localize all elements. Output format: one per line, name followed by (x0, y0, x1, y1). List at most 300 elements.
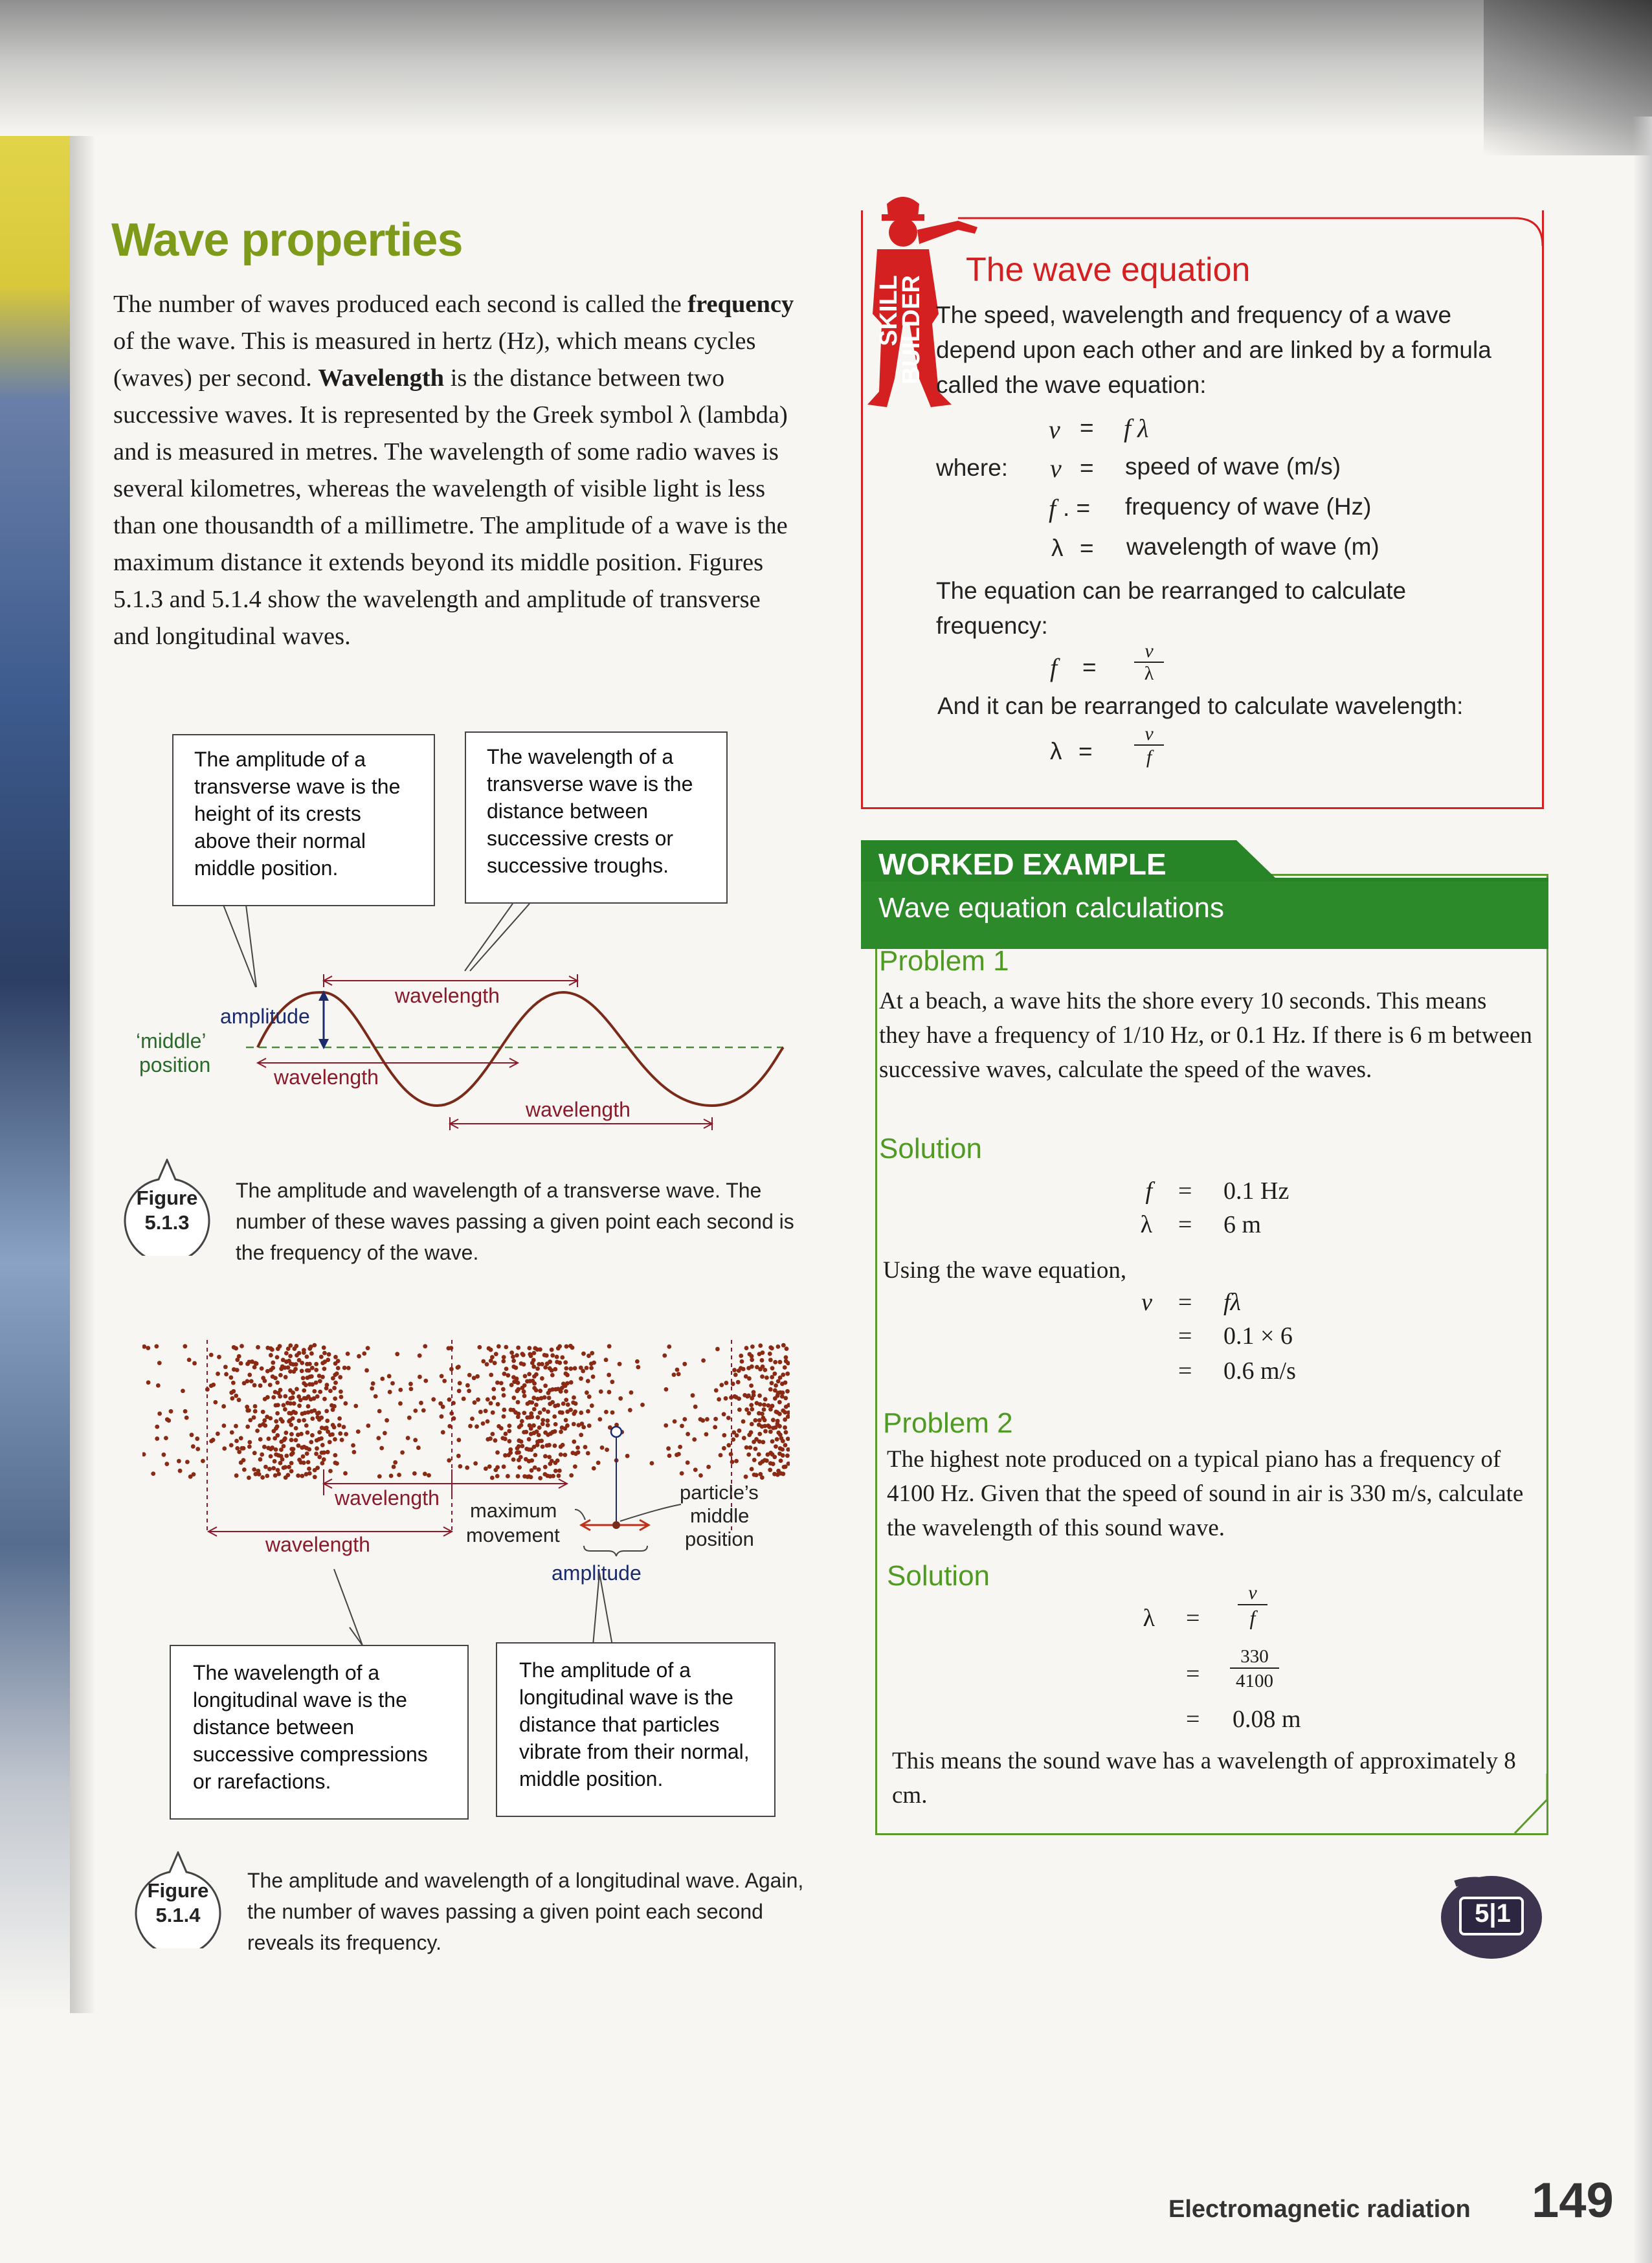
particle-dot (531, 1365, 536, 1369)
particle-dot (366, 1423, 370, 1428)
particle-dot (762, 1403, 766, 1407)
s1-lambda-equals: = (1178, 1211, 1192, 1238)
callout-tail-right (465, 904, 513, 971)
solution-2-title: Solution (887, 1560, 990, 1592)
particle-dot (757, 1394, 762, 1398)
page-top-shadow (0, 0, 1652, 136)
particle-dot (293, 1367, 298, 1372)
particle-dot (742, 1436, 746, 1440)
particle-dot (771, 1418, 776, 1422)
particle-dot (717, 1397, 721, 1401)
particle-dot (773, 1360, 777, 1365)
particle-dot (346, 1352, 350, 1356)
particle-dot (319, 1416, 324, 1420)
particle-dot (732, 1368, 737, 1372)
particle-dot (530, 1415, 534, 1420)
badge-number: 5.1.4 (155, 1904, 201, 1926)
particle-dot (364, 1368, 369, 1373)
particle-dot (605, 1447, 609, 1452)
particle-dot (294, 1362, 298, 1366)
particle-dot (245, 1425, 250, 1429)
particle-dot (442, 1379, 447, 1383)
particle-dot (767, 1425, 772, 1429)
particle-dot (508, 1451, 513, 1455)
particle-dot (535, 1366, 540, 1371)
particle-dot (509, 1350, 514, 1355)
intro-text-1: The number of waves produced each second is called the (113, 291, 688, 318)
label-middle-2: position (139, 1053, 211, 1076)
particle-dot (555, 1355, 559, 1359)
rearrange-frequency-text: The equation can be rearranged to calculate frequency: (936, 577, 1407, 639)
particle-dot (181, 1388, 185, 1393)
particle-dot (473, 1461, 478, 1466)
particle-dot (234, 1439, 239, 1444)
particle-dot (154, 1344, 159, 1348)
particle-dot (291, 1390, 295, 1395)
particle-dot (255, 1429, 260, 1433)
particle-dot (284, 1351, 289, 1355)
particle-dot (752, 1393, 756, 1398)
particle-dot (230, 1396, 234, 1401)
skill-box-top-border (958, 210, 1544, 249)
def-f-symbol: f (1049, 494, 1056, 523)
particle-dot (590, 1351, 594, 1355)
particle-dot (574, 1401, 578, 1406)
particle-dot (736, 1380, 741, 1385)
particle-dot (190, 1432, 194, 1437)
s2-den-2: 4100 (1236, 1671, 1273, 1691)
particle-dot (553, 1429, 557, 1434)
particle-dot (183, 1409, 188, 1414)
particle-dot (317, 1455, 322, 1459)
particle-dot (275, 1380, 280, 1385)
s1-v: v (1141, 1289, 1152, 1316)
particle-dot (600, 1445, 605, 1450)
particle-dot (540, 1376, 544, 1381)
def-v-symbol: v (1050, 454, 1062, 483)
particle-dot (686, 1460, 690, 1465)
s1-f: f (1145, 1177, 1152, 1205)
callout-transverse-amplitude (172, 734, 435, 906)
particle-dot (733, 1372, 738, 1377)
particle-dot (230, 1431, 234, 1435)
particle-dot (766, 1403, 770, 1408)
footer-chapter-title: Electromagnetic radiation (1168, 2196, 1471, 2223)
particle-dot (507, 1439, 511, 1444)
particle-dot (737, 1396, 741, 1401)
particle-dot (192, 1361, 197, 1366)
particle-dot (283, 1465, 287, 1469)
particle-dot (534, 1403, 539, 1407)
particle-dot (318, 1390, 322, 1394)
particle-dot (534, 1372, 539, 1377)
term-wavelength: Wavelength (318, 364, 445, 392)
badge-label: Figure (147, 1879, 209, 1902)
particle-dot (761, 1440, 765, 1444)
particle-dot (247, 1373, 252, 1377)
particle-dot (713, 1417, 718, 1421)
intro-text-2: of the wave. This is measured in hertz (Hz), which means cycles (waves) per second. (113, 328, 756, 392)
particle-dot (499, 1426, 504, 1431)
particle-dot (553, 1444, 557, 1448)
particle-dot (763, 1397, 768, 1401)
particle-dot (750, 1422, 754, 1427)
particle-dot (519, 1455, 523, 1460)
particle-dot (501, 1359, 506, 1363)
particle-dot (555, 1458, 560, 1463)
particle-dot (770, 1346, 774, 1351)
particle-dot (231, 1389, 236, 1394)
particle-dot (322, 1351, 327, 1355)
particle-dot (553, 1422, 558, 1427)
particle-dot (589, 1366, 594, 1370)
particle-dot (155, 1436, 159, 1441)
particle-dot (234, 1424, 238, 1429)
particle-dot (258, 1437, 263, 1442)
particle-dot (546, 1423, 550, 1427)
particle-dot (662, 1354, 667, 1358)
particle-dot (499, 1381, 504, 1385)
l-denominator: f (1146, 746, 1152, 768)
particle-dot (398, 1388, 403, 1392)
particle-dot (666, 1446, 671, 1451)
particle-dot (775, 1437, 779, 1442)
page-number: 149 (1532, 2173, 1614, 2228)
particle-dot (256, 1345, 260, 1350)
particle-dot (596, 1460, 601, 1465)
particle-dot (271, 1395, 276, 1399)
particle-dot (413, 1438, 418, 1442)
particle-dot (481, 1421, 486, 1426)
particle-dot (456, 1454, 461, 1458)
s2-den-1: f (1249, 1606, 1256, 1629)
particle-dot (541, 1418, 545, 1422)
particle-dot (302, 1460, 306, 1465)
particle-dot (407, 1416, 412, 1420)
particle-dot (195, 1447, 200, 1451)
particle-dot (252, 1415, 256, 1420)
particle-dot (722, 1446, 726, 1451)
particle-dot (542, 1407, 546, 1412)
particle-dot (557, 1361, 562, 1365)
particle-dot (777, 1412, 782, 1416)
particle-dot (302, 1388, 306, 1393)
particle-dot (676, 1372, 681, 1376)
particle-dot (335, 1372, 339, 1376)
particle-dot (502, 1414, 506, 1419)
particle-dot (304, 1423, 309, 1428)
particle-dot (489, 1373, 493, 1377)
particle-dot (431, 1397, 436, 1401)
particle-dot (547, 1396, 552, 1400)
particle-dot (440, 1414, 444, 1419)
particle-dot (322, 1366, 326, 1371)
particle-dot (749, 1430, 753, 1434)
particle-dot (777, 1400, 782, 1405)
particle-dot (324, 1425, 329, 1430)
particle-dot (572, 1396, 576, 1400)
particle-dot (473, 1400, 477, 1405)
label-long-wavelength-top: wavelength (335, 1486, 440, 1510)
particle-dot (565, 1423, 570, 1428)
particle-dot (295, 1387, 299, 1392)
particle-dot (676, 1452, 681, 1456)
particle-dot (297, 1403, 302, 1408)
particle-dot (531, 1396, 536, 1400)
particle-dot (586, 1451, 590, 1456)
particle-dot (747, 1411, 752, 1416)
label-max-1: maximum (470, 1499, 557, 1522)
particle-dot (304, 1383, 308, 1387)
callout-longitudinal-amplitude (496, 1642, 776, 1817)
particle-dot (320, 1375, 325, 1379)
particle-dot (781, 1390, 785, 1395)
particle-dot (449, 1367, 454, 1372)
particle-dot (339, 1395, 344, 1399)
particle-dot (441, 1430, 445, 1434)
particle-dot (564, 1389, 568, 1394)
particle-dot (222, 1423, 227, 1428)
particle-dot (177, 1459, 181, 1464)
particle-dot (537, 1425, 542, 1430)
callout-text: The amplitude of a transverse wave is the height of its crests above their normal middle position. (194, 748, 401, 880)
particle-dot (322, 1397, 327, 1401)
callout-transverse-wavelength (465, 731, 728, 904)
conclusion-text: This means the sound wave has a wavelength of approximately 8 cm. (892, 1748, 1516, 1809)
l-numerator: v (1134, 724, 1164, 746)
particle-dot (521, 1353, 526, 1357)
particle-dot (560, 1355, 564, 1360)
particle-dot (322, 1346, 326, 1350)
particle-dot (569, 1380, 574, 1385)
particle-dot (504, 1432, 508, 1436)
particle-dot (735, 1433, 739, 1438)
particle-dot (559, 1430, 563, 1434)
particle-dot (760, 1412, 765, 1416)
particle-dot (502, 1355, 506, 1359)
particle-dot (781, 1439, 785, 1444)
particle-dot (522, 1362, 526, 1366)
skill-title: The wave equation (966, 251, 1251, 289)
label-wavelength-top: wavelength (395, 984, 500, 1007)
particle-dot (750, 1365, 754, 1369)
particle-dot (604, 1410, 608, 1414)
particle-dot (568, 1408, 573, 1412)
particle-dot (777, 1424, 782, 1429)
eq-rhs: f λ (1124, 414, 1149, 443)
particle-dot (274, 1419, 278, 1423)
particle-dot (263, 1465, 268, 1469)
callout-text: The amplitude of a longitudinal wave is the distance that particles vibrate from their normal, middle position. (519, 1658, 750, 1790)
def-f-text: frequency of wave (Hz) (1125, 493, 1372, 520)
particle-dot (548, 1359, 552, 1364)
particle-dot (306, 1404, 311, 1409)
particle-dot (166, 1418, 171, 1423)
particle-dot (306, 1460, 311, 1464)
particle-dot (768, 1387, 773, 1392)
particle-dot (752, 1458, 757, 1462)
particle-dot (772, 1455, 777, 1459)
particle-dot (265, 1395, 270, 1399)
particle-dot (342, 1366, 347, 1370)
f-numerator: v (1134, 641, 1164, 663)
particle-dot (289, 1423, 293, 1427)
particle-dot (467, 1388, 471, 1393)
particle-dot (261, 1410, 265, 1414)
particle-dot (398, 1401, 403, 1406)
section-number: 5|1 (1475, 1899, 1511, 1928)
particle-dot (332, 1425, 337, 1429)
particle-dot (527, 1437, 531, 1442)
particle-dot (667, 1453, 672, 1458)
particle-dot (300, 1361, 304, 1365)
s1-lambda: λ (1140, 1211, 1152, 1238)
particle-dot (400, 1450, 405, 1455)
particle-dot (552, 1414, 557, 1419)
particle-dot (282, 1403, 286, 1407)
particle-dot (474, 1424, 479, 1429)
s1-v-equals: = (1178, 1289, 1192, 1316)
particle-dot (333, 1437, 337, 1442)
particle-dot (722, 1412, 726, 1416)
particle-dot (315, 1446, 319, 1451)
label-particle-1: particle’s (680, 1481, 759, 1504)
particle-dot (757, 1432, 762, 1436)
particle-dot (496, 1402, 500, 1407)
particle-dot (783, 1443, 788, 1447)
particle-dot (241, 1446, 246, 1451)
particle-dot (380, 1377, 385, 1381)
particle-dot (772, 1372, 777, 1376)
particle-dot (563, 1360, 568, 1365)
particle-dot (749, 1383, 753, 1388)
particle-dot (156, 1383, 161, 1388)
particle-dot (475, 1374, 480, 1379)
particle-dot (269, 1353, 273, 1357)
particle-dot (491, 1387, 496, 1392)
particle-dot (747, 1376, 752, 1381)
particle-dot (169, 1409, 173, 1414)
particle-dot (229, 1376, 233, 1380)
particle-dot (324, 1409, 329, 1414)
particle-dot (786, 1436, 790, 1441)
particle-dot (458, 1464, 463, 1469)
particle-dot (737, 1407, 742, 1412)
particle-dot (636, 1365, 640, 1370)
particle-dot (522, 1394, 527, 1398)
figure-caption-5-1-3: The amplitude and wavelength of a transverse wave. The number of these waves passing a given point each second is the frequency of the wave. (236, 1179, 794, 1264)
particle-dot (337, 1423, 342, 1427)
particle-dot (511, 1359, 516, 1363)
s2-num-2: 330 (1230, 1645, 1279, 1669)
particle-dot (780, 1447, 785, 1452)
particle-dot (284, 1375, 288, 1379)
particle-dot (307, 1362, 312, 1366)
particle-dot (312, 1389, 317, 1394)
particle-dot (356, 1429, 361, 1434)
particle-dot (301, 1455, 306, 1459)
particle-dot (333, 1396, 337, 1401)
particle-dot (275, 1424, 280, 1429)
particle-dot (783, 1381, 788, 1385)
particle-dot (324, 1386, 329, 1390)
particle-dot (296, 1444, 301, 1448)
particle-dot (585, 1390, 589, 1395)
def-lambda-equals: = (1080, 535, 1094, 561)
particle-dot (195, 1436, 199, 1441)
particle-dot (187, 1357, 192, 1362)
particle-dot (511, 1355, 515, 1359)
particle-dot (457, 1388, 462, 1393)
particle-dot (287, 1465, 291, 1469)
particle-dot (758, 1402, 763, 1407)
particle-dot (314, 1452, 318, 1456)
particle-dot (557, 1344, 562, 1348)
worked-box-corner (1495, 1774, 1554, 1838)
particle-dot (489, 1401, 493, 1405)
particle-dot (263, 1379, 267, 1383)
particle-dot (758, 1343, 763, 1348)
particle-dot (239, 1436, 243, 1440)
particle-dot (760, 1374, 765, 1379)
particle-dot (456, 1365, 461, 1369)
particle-dot (542, 1395, 547, 1399)
l-formula-lhs: λ (1050, 738, 1062, 764)
label-max-2: movement (466, 1524, 560, 1546)
particle-dot (252, 1383, 257, 1388)
particle-dot (770, 1366, 775, 1370)
particle-dot (301, 1376, 306, 1381)
particle-dot (781, 1343, 786, 1348)
particle-dot (234, 1394, 238, 1398)
particle-dot (467, 1373, 472, 1377)
particle-dot (778, 1360, 783, 1365)
particle-dot (146, 1346, 150, 1350)
particle-dot (693, 1405, 698, 1409)
particle-dot (294, 1344, 298, 1348)
particle-dot (504, 1345, 508, 1350)
particle-dot (607, 1390, 612, 1394)
particle-dot (283, 1436, 287, 1441)
particle-dot (724, 1396, 728, 1401)
particle-dot (339, 1389, 343, 1394)
particle-dot (544, 1354, 549, 1358)
callout-text: The wavelength of a longitudinal wave is the distance between successive compressions or rarefactions. (193, 1661, 428, 1793)
particle-dot (362, 1352, 366, 1356)
particle-dot (322, 1457, 326, 1462)
particle-dot (337, 1416, 342, 1421)
particle-dot (550, 1373, 555, 1377)
particle-dot (522, 1383, 527, 1388)
particle-dot (700, 1418, 705, 1423)
problem-2-text: The highest note produced on a typical piano has a frequency of 4100 Hz. Given that the speed of sound in air is 330 m/s, calculate the wavelength of this sound wave. (887, 1446, 1524, 1541)
particle-dot (333, 1355, 338, 1359)
intro-text-3: is the distance between two successive waves. It is represented by the Greek symbol λ (lambda) and is measured in metres. The wavelength of some radio waves is several kilometres, whereas the wavelength of visible light is less than one thousandth of a millimetre. The amplitude of a wave is the maximum distance it extends beyond its middle position. Figures 5.1.3 and 5.1.4 show the wavelength and amplitude of transverse and longitudinal waves. (113, 364, 788, 650)
particle-dot (539, 1439, 544, 1444)
particle-dot (268, 1416, 273, 1421)
particle-dot (490, 1432, 495, 1436)
particle-dot (267, 1436, 271, 1441)
particle-dot (586, 1379, 590, 1383)
skill-badge-text-1: SKILL (875, 275, 902, 346)
particle-dot (502, 1372, 507, 1376)
particle-dot (449, 1346, 454, 1350)
particle-dot (275, 1433, 280, 1438)
particle-dot (774, 1383, 778, 1388)
particle-dot (581, 1352, 586, 1356)
particle-dot (231, 1381, 236, 1385)
particle-dot (511, 1457, 516, 1462)
